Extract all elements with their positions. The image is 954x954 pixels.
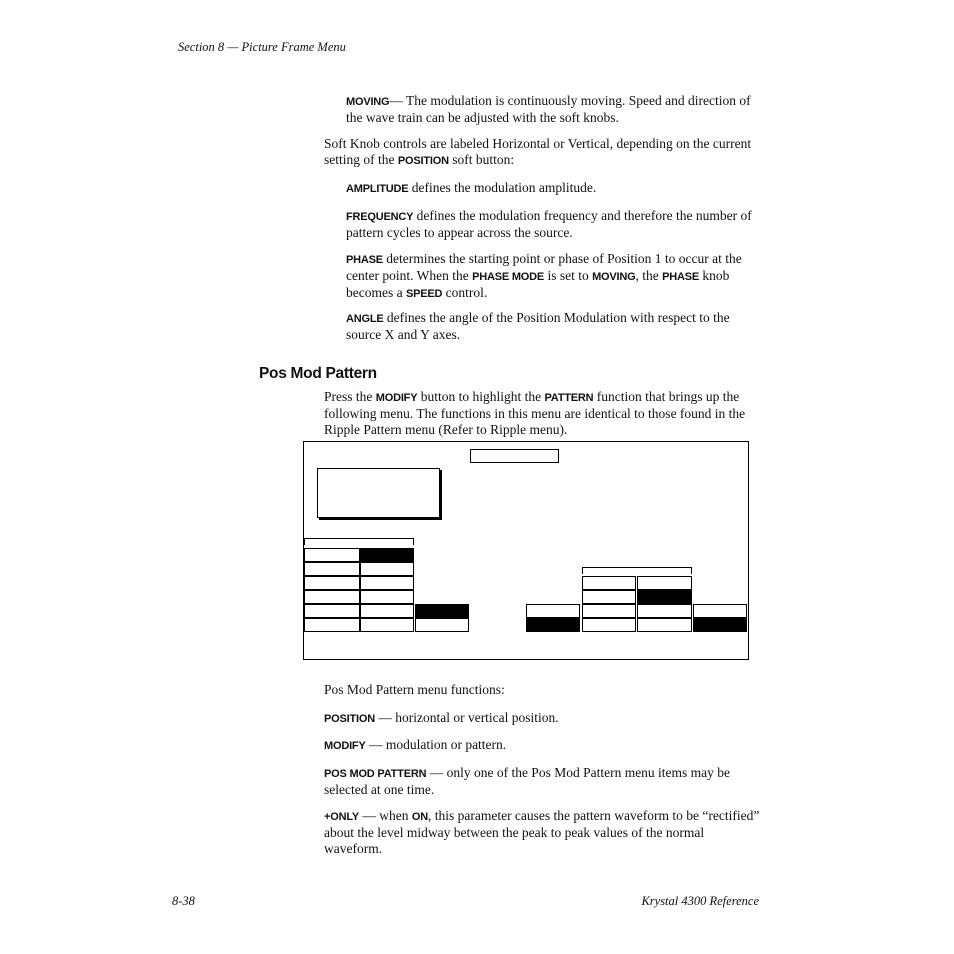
angle-paragraph <box>346 310 760 343</box>
group-bracket-right <box>582 567 692 574</box>
menu-button[interactable] <box>360 576 414 590</box>
amplitude-term: AMPLITUDE <box>346 183 409 195</box>
menu-button[interactable] <box>693 604 747 618</box>
menu-title-box <box>470 449 559 463</box>
amplitude-paragraph <box>346 180 760 197</box>
menu-button-selected[interactable] <box>637 590 692 604</box>
group-bracket-left <box>304 538 414 545</box>
menu-button[interactable] <box>360 604 414 618</box>
intro-text-1: Press the <box>324 389 376 404</box>
intro-text-3: function that brings up the following menu. The functions in this menu are identical to those found in the Ripple Pattern menu (Refer to Ripple menu). <box>324 389 746 437</box>
pattern-function-term: POS MOD PATTERN <box>324 768 427 780</box>
menu-button[interactable] <box>415 618 469 632</box>
moving-text: — The modulation is continuously moving. Speed and direction of the wave train can be adjusted with the soft knobs. <box>346 93 751 125</box>
section-heading: Pos Mod Pattern <box>259 365 377 382</box>
softknob-paragraph <box>324 136 760 169</box>
menu-button[interactable] <box>360 590 414 604</box>
softknob-text-1: Soft Knob controls are labeled Horizontal or Vertical, depending on the current setting of the <box>324 136 752 167</box>
speed-term: SPEED <box>405 288 443 300</box>
phase-text-1: determines the starting point or phase of Position 1 to occur at the center point. When the <box>346 251 742 283</box>
phase-text-5: control. <box>442 285 488 300</box>
intro-paragraph <box>324 389 760 438</box>
menu-button-selected[interactable] <box>693 618 747 632</box>
menu-button[interactable] <box>637 576 692 590</box>
info-window <box>317 468 440 518</box>
menu-button[interactable] <box>637 604 692 618</box>
function-pattern <box>324 765 760 798</box>
modify-term: MODIFY <box>375 392 418 404</box>
menu-button[interactable] <box>304 604 360 618</box>
menu-diagram <box>303 441 749 660</box>
moving-term: MOVING <box>346 96 390 108</box>
angle-term: ANGLE <box>346 313 384 325</box>
phase-text-4: knob becomes a <box>346 268 730 300</box>
running-footer: Krystal 4300 Reference <box>641 894 759 908</box>
amplitude-text: defines the modulation amplitude. <box>408 180 597 195</box>
on-term: ON <box>411 811 428 823</box>
frequency-term: FREQUENCY <box>346 211 414 223</box>
menu-button[interactable] <box>582 576 636 590</box>
menu-button-selected[interactable] <box>526 618 580 632</box>
modify-function-term: MODIFY <box>324 740 366 752</box>
menu-button[interactable] <box>304 576 360 590</box>
position-function-text: — horizontal or vertical position. <box>374 710 559 725</box>
pattern-function-text: — only one of the Pos Mod Pattern menu items may be selected at one time. <box>324 765 731 797</box>
only-function-term: +ONLY <box>324 811 359 823</box>
functions-label: Pos Mod Pattern menu functions: <box>324 682 505 697</box>
angle-text: defines the angle of the Position Modulation with respect to the source X and Y axes. <box>346 310 730 342</box>
moving-term-2: MOVING <box>592 271 636 283</box>
menu-button[interactable] <box>304 618 360 632</box>
menu-button[interactable] <box>637 618 692 632</box>
phase-paragraph <box>346 251 760 302</box>
softknob-text-2: soft button: <box>448 152 515 167</box>
menu-button[interactable] <box>304 590 360 604</box>
function-modify <box>324 737 760 754</box>
function-position <box>324 710 760 727</box>
position-term: POSITION <box>397 155 449 167</box>
menu-button[interactable] <box>582 590 636 604</box>
menu-button[interactable] <box>360 618 414 632</box>
menu-button[interactable] <box>526 604 580 618</box>
phase-term: PHASE <box>346 254 383 266</box>
modify-function-text: — modulation or pattern. <box>365 737 507 752</box>
menu-button[interactable] <box>582 604 636 618</box>
menu-button[interactable] <box>360 562 414 576</box>
only-function-text-1: — when <box>358 808 412 823</box>
only-function-text-2: , this parameter causes the pattern waveform to be “rectified” about the level midway between the peak to peak values of the normal waveform. <box>324 808 760 856</box>
frequency-paragraph <box>346 208 760 241</box>
frequency-text: defines the modulation frequency and therefore the number of pattern cycles to appear across the source. <box>346 208 752 240</box>
intro-text-2: button to highlight the <box>417 389 545 404</box>
running-header: Section 8 — Picture Frame Menu <box>178 40 346 54</box>
pattern-term: PATTERN <box>544 392 594 404</box>
moving-paragraph <box>346 93 760 126</box>
phase-text-2: is set to <box>544 268 593 283</box>
menu-button-selected[interactable] <box>415 604 469 618</box>
page-number: 8-38 <box>172 894 195 908</box>
phase-term-2: PHASE <box>662 271 700 283</box>
position-function-term: POSITION <box>324 713 375 725</box>
phase-text-3: , the <box>635 268 663 283</box>
menu-button[interactable] <box>304 548 360 562</box>
menu-button-selected[interactable] <box>360 548 414 562</box>
menu-button[interactable] <box>304 562 360 576</box>
function-only <box>324 808 760 857</box>
menu-button[interactable] <box>582 618 636 632</box>
phase-mode-term: PHASE MODE <box>472 271 545 283</box>
